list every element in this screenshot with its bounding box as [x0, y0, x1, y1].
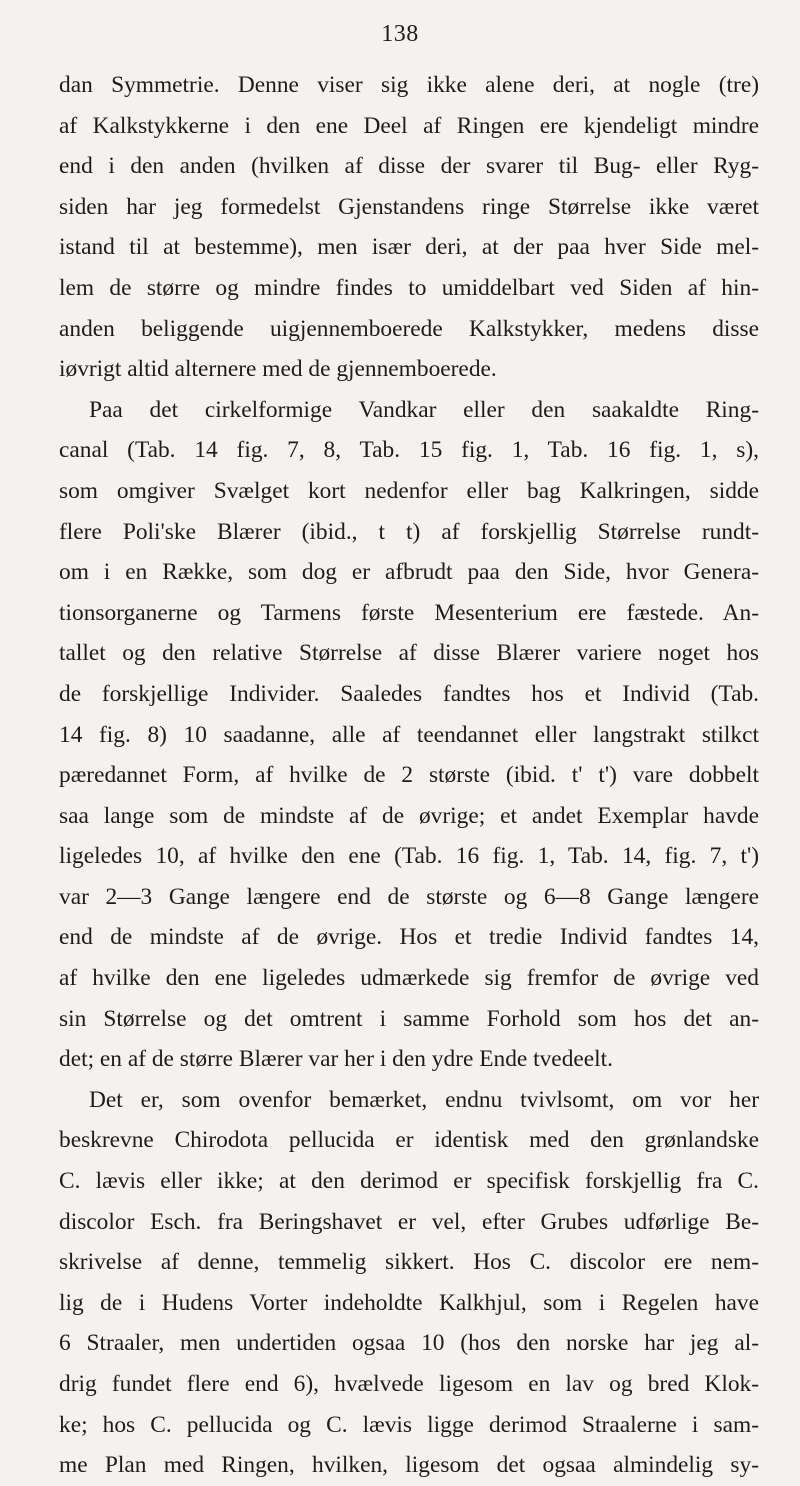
text-line: siden har jeg formedelst Gjenstandens ringe Størrelse ikke været	[59, 193, 759, 220]
text-line: om i en Række, som dog er afbrudt paa den Side, hvor Genera-	[59, 559, 759, 586]
text-line: Det er, som ovenfor bemærket, endnu tvivlsomt, om vor her	[89, 1086, 759, 1113]
text-line: discolor Esch. fra Beringshavet er vel, efter Grubes udførlige Be-	[59, 1208, 759, 1235]
text-line: af Kalkstykkerne i den ene Deel af Ringen ere kjendeligt mindre	[59, 112, 759, 139]
text-line: C. lævis eller ikke; at den derimod er specifisk forskjellig fra C.	[59, 1168, 759, 1195]
text-line: drig fundet flere end 6), hvælvede ligesom en lav og bred Klok-	[59, 1371, 759, 1397]
text-line: tionsorganerne og Tarmens første Mesenterium ere fæstede. An-	[59, 599, 759, 626]
text-line: tallet og den relative Størrelse af disse Blærer variere noget hos	[59, 640, 759, 667]
body-text	[59, 65, 759, 1486]
text-line: saa lange som de mindste af de øvrige; et andet Exemplar havde	[59, 802, 759, 829]
text-line: som omgiver Svælget kort nedenfor eller bag Kalkringen, sidde	[59, 477, 759, 504]
text-line: pæredannet Form, af hvilke de 2 største (ibid. t' t') vare dobbelt	[59, 762, 759, 789]
text-line: ke; hos C. pellucida og C. lævis ligge derimod Straalerne i sam-	[59, 1411, 759, 1438]
text-line: dan Symmetrie. Denne viser sig ikke alene deri, at nogle (tre)	[59, 72, 759, 98]
text-line: var 2—3 Gange længere end de største og 6—8 Gange længere	[59, 883, 759, 910]
text-line: me Plan med Ringen, hvilken, ligesom det ogsaa almindelig sy-	[59, 1452, 759, 1479]
text-line: det; en af de større Blærer var her i den ydre Ende tvedeelt.	[59, 1046, 613, 1073]
text-line: 14 fig. 8) 10 saadanne, alle af teendannet eller langstrakt stilkct	[59, 721, 759, 748]
text-line: ligeledes 10, af hvilke den ene (Tab. 16 fig. 1, Tab. 14, fig. 7, t')	[59, 843, 759, 870]
text-line: 6 Straaler, men undertiden ogsaa 10 (hos den norske har jeg al-	[59, 1330, 759, 1357]
text-line: lig de i Hudens Vorter indeholdte Kalkhjul, som i Regelen have	[59, 1289, 759, 1316]
text-line: istand til at bestemme), men især deri, at der paa hver Side mel-	[59, 234, 759, 261]
text-line: skrivelse af denne, temmelig sikkert. Hos C. discolor ere nem-	[59, 1249, 759, 1276]
text-line: anden beliggende uigjennemboerede Kalkstykker, medens disse	[59, 315, 759, 342]
text-line: de forskjellige Individer. Saaledes fandtes hos et Individ (Tab.	[59, 680, 759, 707]
text-line: sin Størrelse og det omtrent i samme Forhold som hos det an-	[59, 1005, 759, 1032]
text-line: Paa det cirkelformige Vandkar eller den saakaldte Ring-	[89, 396, 759, 423]
text-line: af hvilke den ene ligeledes udmærkede sig fremfor de øvrige ved	[59, 965, 759, 992]
text-line: flere Poli'ske Blærer (ibid., t t) af forskjellig Størrelse rundt-	[59, 518, 759, 545]
text-line: lem de større og mindre findes to umiddelbart ved Siden af hin-	[59, 274, 759, 301]
text-line: end i den anden (hvilken af disse der svarer til Bug- eller Ryg-	[59, 153, 759, 180]
text-line: canal (Tab. 14 fig. 7, 8, Tab. 15 fig. 1, Tab. 16 fig. 1, s),	[59, 437, 759, 464]
text-line: end de mindste af de øvrige. Hos et tredie Individ fandtes 14,	[59, 924, 759, 951]
text-line: iøvrigt altid alternere med de gjennemboerede.	[59, 356, 497, 383]
text-line: beskrevne Chirodota pellucida er identisk med den grønlandske	[59, 1127, 759, 1154]
page-number: 138	[381, 21, 419, 47]
